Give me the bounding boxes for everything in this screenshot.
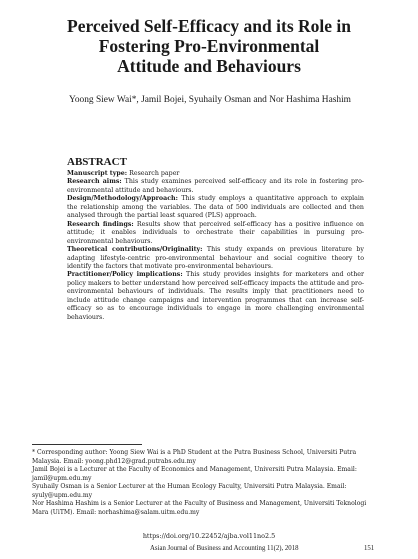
footnote-divider: [32, 444, 142, 445]
footnote-author-2: Jamil Bojei is a Lecturer at the Faculty of Economics and Management, Universiti Putra Malaysia. Email: jamil@upm.edu.my: [32, 466, 357, 482]
abstract-section-implications: [67, 271, 364, 322]
title-line-1: Perceived Self-Efficacy and its Role in: [67, 16, 351, 36]
section-text: This study examines perceived self-efficacy and its role in fostering pro-environmental attitude and behaviours.: [67, 178, 364, 194]
doi-link[interactable]: https://doi.org/10.22452/ajba.vol11no2.5: [142, 532, 276, 540]
author-list: Yoong Siew Wai*, Jamil Bojei, Syuhaily Osman and Nor Hashima Hashim: [69, 95, 351, 105]
abstract-section-findings: [67, 221, 364, 246]
section-text: This study provides insights for marketers and other policy makers to better understand how perceived self-efficacy impacts the attitude and pro-environmental behaviours of individuals. The results imply that practitioners need to include attitude change campaigns and intervention programmes that can increase self-efficacy so as to encourage individuals to engage in more challenging environmental behaviours.: [67, 271, 364, 321]
abstract-section-design: [67, 195, 364, 220]
footnotes: [32, 449, 382, 517]
section-label: Theoretical contributions/Originality:: [67, 246, 203, 254]
abstract-body: [67, 170, 364, 322]
section-text: This study expands on previous literature by adapting lifestyle-centric pro-environmental behaviour and social cognitive theory to identify the factors that motivate pro-environmental behaviours.: [67, 246, 364, 270]
footnote-author-3: Syuhaily Osman is a Senior Lecturer at the Human Ecology Faculty, Universiti Putra Malaysia. Email: syuly@upm.edu.my: [32, 483, 347, 499]
footnote-author-4: Nor Hashima Hashim is a Senior Lecturer at the Faculty of Business and Management, Universiti Teknologi Mara (UiTM). Email: norhashima@salam.uitm.edu.my: [32, 500, 367, 516]
abstract-section-research-aims: [67, 178, 364, 195]
section-label: Research findings:: [67, 220, 134, 228]
footnote-corresponding-author: * Corresponding author: Yoong Siew Wai is a PhD Student at the Putra Business School, Universiti Putra Malaysia. Email: yoong.phd12@grad.putrabs.edu.my: [32, 449, 357, 465]
section-label: Design/Methodology/Approach:: [67, 195, 178, 203]
title-line-3: Attitude and Behaviours: [117, 56, 301, 76]
title-line-2: Fostering Pro-Environmental: [98, 36, 320, 56]
abstract-section-contributions: [67, 246, 364, 271]
section-label: Manuscript type:: [67, 170, 128, 177]
section-text: Results show that perceived self-efficacy has a positive influence on attitude; it enables individuals to orchestrate their capabilities in pursuing pro-environmental behaviours.: [67, 220, 364, 245]
section-label: Practitioner/Policy implications:: [67, 271, 183, 279]
section-text: This study employs a quantitative approach to explain the relationship among the variables. The data of 500 individuals are collected and then analysed through the partial least squared (PLS) approach.: [67, 195, 364, 220]
abstract-heading: ABSTRACT: [67, 156, 127, 168]
page-number: 151: [364, 545, 375, 552]
journal-citation: Asian Journal of Business and Accounting 11(2), 2018: [150, 545, 299, 552]
section-label: Research aims:: [67, 178, 122, 186]
abstract-section-manuscript-type: [67, 170, 364, 178]
section-text: Research paper: [127, 170, 180, 177]
paper-title: [40, 16, 378, 76]
